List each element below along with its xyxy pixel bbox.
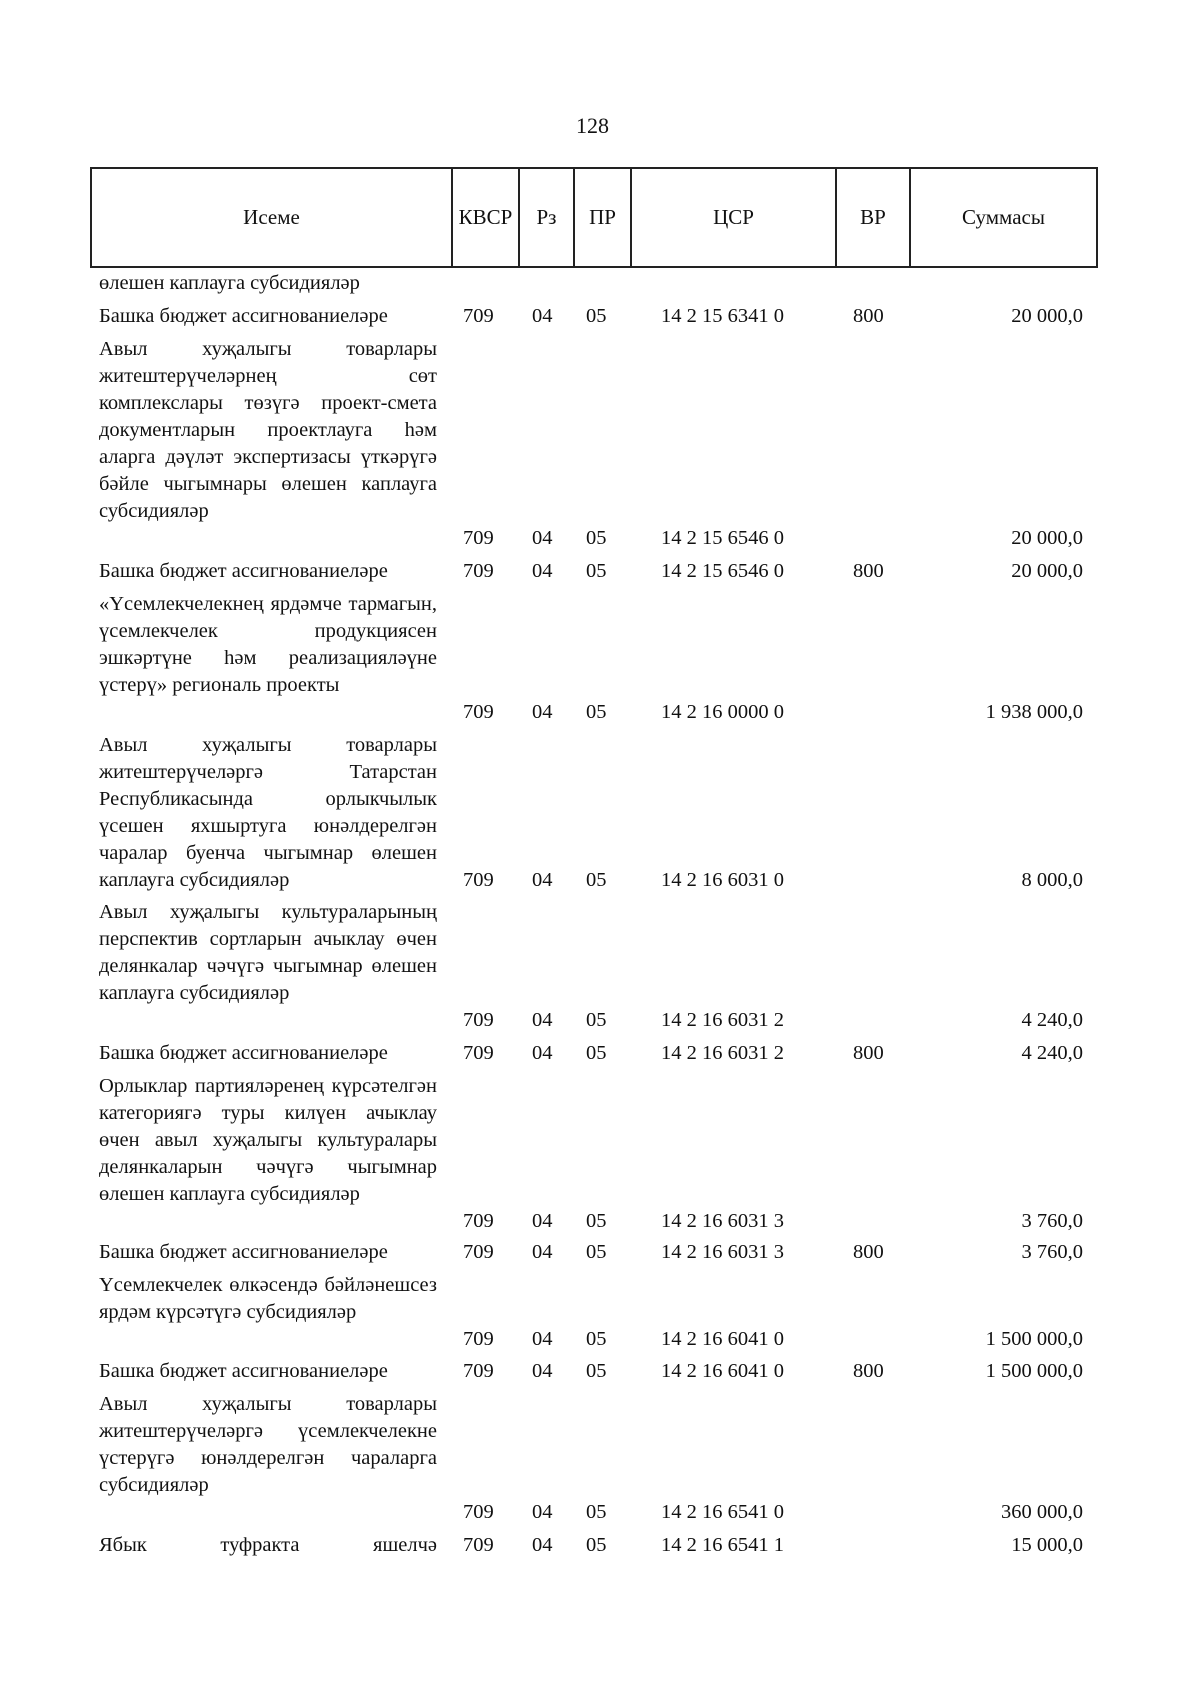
row-name: Башка бюджет ассигнованиеләре bbox=[99, 1241, 388, 1263]
row-kvsr: 709 bbox=[463, 869, 494, 891]
row-name: Үсемлекчелек өлкәсендә бәйләнешсез ярдәм күрсәтүгә субсидияләр bbox=[99, 1274, 437, 1323]
row-pr: 05 bbox=[586, 1241, 607, 1263]
row-sum: 8 000,0 bbox=[1021, 869, 1083, 891]
row-sum: 15 000,0 bbox=[1011, 1534, 1083, 1556]
header-name: Исеме bbox=[243, 205, 300, 229]
row-name: Башка бюджет ассигнованиеләре bbox=[99, 1360, 388, 1382]
row-csr: 14 2 16 6041 0 bbox=[661, 1360, 784, 1382]
row-rz: 04 bbox=[532, 1501, 553, 1523]
table-row bbox=[0, 732, 1200, 894]
row-name: Авыл хуҗалыгы товарлары житештерүчеләрнең сөт комплекслары төзүгә проект-смета документларын проектлауга һәм аларга дәүләт экспертизасы үткәрүгә бәйле чыгымнары өлешен каплауга субсидияләр bbox=[99, 338, 437, 522]
row-name: Авыл хуҗалыгы товарлары житештерүчеләргә Татарстан Республикасында орлыкчылык үсешен яхшыртуга юнәлдерелгән чаралар буенча чыгымнар өлешен каплауга субсидияләр bbox=[99, 734, 437, 891]
header-sum: Суммасы bbox=[909, 169, 1096, 266]
row-name: өлешен каплауга субсидияләр bbox=[99, 272, 360, 294]
row-rz: 04 bbox=[532, 560, 553, 582]
row-kvsr: 709 bbox=[463, 1241, 494, 1263]
row-pr: 05 bbox=[586, 869, 607, 891]
table-row bbox=[0, 1272, 1200, 1353]
row-sum: 3 760,0 bbox=[1021, 1241, 1083, 1263]
row-kvsr: 709 bbox=[463, 1501, 494, 1523]
header-csr: ЦСР bbox=[630, 169, 835, 266]
row-sum: 20 000,0 bbox=[1011, 560, 1083, 582]
row-kvsr: 709 bbox=[463, 1009, 494, 1031]
row-sum: 20 000,0 bbox=[1011, 305, 1083, 327]
row-sum: 4 240,0 bbox=[1021, 1042, 1083, 1064]
row-rz: 04 bbox=[532, 527, 553, 549]
row-kvsr: 709 bbox=[463, 1210, 494, 1232]
row-pr: 05 bbox=[586, 1360, 607, 1382]
row-csr: 14 2 15 6546 0 bbox=[661, 560, 784, 582]
row-kvsr: 709 bbox=[463, 1328, 494, 1350]
row-csr: 14 2 15 6341 0 bbox=[661, 305, 784, 327]
row-sum: 1 500 000,0 bbox=[985, 1328, 1083, 1350]
row-kvsr: 709 bbox=[463, 1042, 494, 1064]
row-rz: 04 bbox=[532, 1328, 553, 1350]
row-vr: 800 bbox=[853, 1360, 884, 1382]
row-csr: 14 2 16 6031 2 bbox=[661, 1042, 784, 1064]
row-pr: 05 bbox=[586, 305, 607, 327]
table-row bbox=[0, 558, 1200, 585]
header-rz: Рз bbox=[518, 169, 573, 266]
row-csr: 14 2 16 6031 3 bbox=[661, 1241, 784, 1263]
row-vr: 800 bbox=[853, 1241, 884, 1263]
row-name: «Үсемлекчелекнең ярдәмче тармагын, үсемлекчелек продукциясен эшкәртүне һәм реализацияләүне үстерү» региональ проекты bbox=[99, 593, 437, 696]
row-csr: 14 2 16 6031 0 bbox=[661, 869, 784, 891]
row-csr: 14 2 16 6031 3 bbox=[661, 1210, 784, 1232]
row-name: Авыл хуҗалыгы товарлары житештерүчеләргә үсемлекчелекне үстерүгә юнәлдерелгән чараларга субсидияләр bbox=[99, 1393, 437, 1496]
table-row bbox=[0, 1040, 1200, 1067]
row-csr: 14 2 15 6546 0 bbox=[661, 527, 784, 549]
row-kvsr: 709 bbox=[463, 701, 494, 723]
row-csr: 14 2 16 6541 0 bbox=[661, 1501, 784, 1523]
row-pr: 05 bbox=[586, 1328, 607, 1350]
row-pr: 05 bbox=[586, 1534, 607, 1556]
row-pr: 05 bbox=[586, 1009, 607, 1031]
row-vr: 800 bbox=[853, 560, 884, 582]
row-kvsr: 709 bbox=[463, 527, 494, 549]
table-row bbox=[0, 270, 1200, 297]
row-name: Башка бюджет ассигнованиеләре bbox=[99, 1042, 388, 1064]
row-csr: 14 2 16 6031 2 bbox=[661, 1009, 784, 1031]
row-name: Башка бюджет ассигнованиеләре bbox=[99, 305, 388, 327]
row-pr: 05 bbox=[586, 560, 607, 582]
row-pr: 05 bbox=[586, 1210, 607, 1232]
row-vr: 800 bbox=[853, 1042, 884, 1064]
table-row bbox=[0, 591, 1200, 726]
row-rz: 04 bbox=[532, 869, 553, 891]
row-csr: 14 2 16 0000 0 bbox=[661, 701, 784, 723]
row-csr: 14 2 16 6541 1 bbox=[661, 1534, 784, 1556]
row-rz: 04 bbox=[532, 1042, 553, 1064]
row-rz: 04 bbox=[532, 1534, 553, 1556]
row-kvsr: 709 bbox=[463, 305, 494, 327]
table-row bbox=[0, 336, 1200, 552]
header-vr: ВР bbox=[835, 169, 909, 266]
table-row bbox=[0, 1391, 1200, 1526]
table-row bbox=[0, 303, 1200, 330]
row-rz: 04 bbox=[532, 1241, 553, 1263]
row-kvsr: 709 bbox=[463, 1534, 494, 1556]
table-row bbox=[0, 1239, 1200, 1266]
row-sum: 1 938 000,0 bbox=[985, 701, 1083, 723]
row-sum: 360 000,0 bbox=[1001, 1501, 1083, 1523]
row-name: Орлыклар партияләренең күрсәтелгән категориягә туры килүен ачыклау өчен авыл хуҗалыгы культуралары делянкаларын чәчүгә чыгымнар өлешен каплауга субсидияләр bbox=[99, 1075, 437, 1205]
row-name: Башка бюджет ассигнованиеләре bbox=[99, 560, 388, 582]
row-rz: 04 bbox=[532, 305, 553, 327]
row-rz: 04 bbox=[532, 1210, 553, 1232]
header-kvsr: КВСР bbox=[451, 169, 518, 266]
row-rz: 04 bbox=[532, 1009, 553, 1031]
table-row bbox=[0, 1532, 1200, 1559]
row-name: Авыл хуҗалыгы культураларының перспектив сортларын ачыклау өчен делянкалар чәчүгә чыгымнар өлешен каплауга субсидияләр bbox=[99, 901, 437, 1004]
row-csr: 14 2 16 6041 0 bbox=[661, 1328, 784, 1350]
row-rz: 04 bbox=[532, 1360, 553, 1382]
row-sum: 4 240,0 bbox=[1021, 1009, 1083, 1031]
row-sum: 20 000,0 bbox=[1011, 527, 1083, 549]
table-row bbox=[0, 1073, 1200, 1235]
table-row bbox=[0, 899, 1200, 1034]
row-sum: 1 500 000,0 bbox=[985, 1360, 1083, 1382]
row-name: Ябык туфракта яшелчә bbox=[99, 1534, 437, 1556]
row-pr: 05 bbox=[586, 1042, 607, 1064]
row-rz: 04 bbox=[532, 701, 553, 723]
header-pr: ПР bbox=[573, 169, 630, 266]
row-kvsr: 709 bbox=[463, 560, 494, 582]
row-kvsr: 709 bbox=[463, 1360, 494, 1382]
row-pr: 05 bbox=[586, 701, 607, 723]
row-sum: 3 760,0 bbox=[1021, 1210, 1083, 1232]
table-row bbox=[0, 1358, 1200, 1385]
row-pr: 05 bbox=[586, 527, 607, 549]
row-vr: 800 bbox=[853, 305, 884, 327]
page-number: 128 bbox=[576, 113, 609, 138]
row-pr: 05 bbox=[586, 1501, 607, 1523]
